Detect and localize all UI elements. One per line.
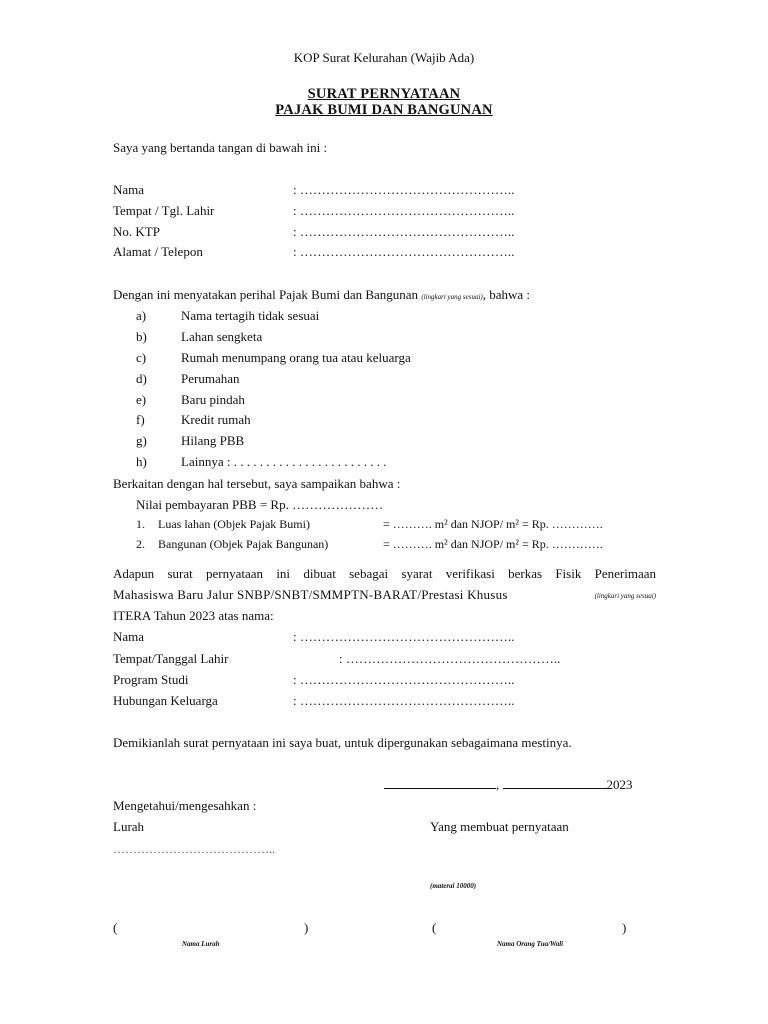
statement-note: (lingkari yang sesuai) — [421, 293, 483, 301]
pembuat-label: Yang membuat pernyataan — [430, 819, 569, 834]
list-text: Rumah menumpang orang tua atau keluarga — [181, 350, 411, 365]
field-label: Tempat / Tgl. Lahir — [113, 203, 215, 218]
field-value: : ………………………………………….. — [293, 629, 515, 644]
purpose-line-2-text: Mahasiswa Baru Jalur SNBP/SNBT/SMMPTN-BARAT/Prestasi Khusus — [113, 587, 508, 602]
statement-text: Dengan ini menyatakan perihal Pajak Bumi dan Bangunan — [113, 287, 422, 302]
statement-line — [113, 287, 530, 303]
intro-text: Saya yang bertanda tangan di bawah ini : — [113, 140, 328, 155]
payment-intro: Berkaitan dengan hal tersebut, saya sampaikan bahwa : — [113, 476, 401, 491]
list-text: Lahan sengketa — [181, 329, 263, 344]
field-value: : ………………………………………….. — [293, 693, 515, 708]
kop-header: KOP Surat Kelurahan (Wajib Ada) — [293, 50, 475, 65]
nama-ortu-caption: Nama Orang Tua/Wali — [497, 940, 564, 948]
purpose-note: (lingkari yang sesuai) — [594, 592, 656, 600]
list-text: Hilang PBB — [181, 433, 245, 448]
title-line-2: PAJAK BUMI DAN BANGUNAN — [275, 102, 493, 118]
purpose-line-2 — [113, 587, 656, 603]
payment-item-label: Bangunan (Objek Pajak Bangunan) — [158, 537, 329, 551]
purpose-line-1: Adapun surat pernyataan ini dibuat sebagai syarat verifikasi berkas Fisik Penerimaan — [113, 566, 656, 581]
list-text: Kredit rumah — [181, 412, 251, 427]
list-letter: c) — [136, 350, 147, 365]
field-label: Hubungan Keluarga — [113, 693, 218, 708]
field-label: Nama — [113, 182, 145, 197]
mengetahui-label: Mengetahui/mengesahkan : — [113, 798, 257, 813]
list-item — [136, 308, 319, 324]
lurah-close-paren: ) — [304, 920, 309, 935]
field-value: : ………………………………………….. — [293, 244, 515, 259]
list-text: Baru pindah — [181, 392, 245, 407]
lurah-dots: ………………………………….. — [113, 842, 275, 856]
date-blank — [503, 776, 607, 789]
field-label: No. KTP — [113, 224, 160, 239]
purpose-line-3: ITERA Tahun 2023 atas nama: — [113, 608, 274, 623]
lurah-label: Lurah — [113, 819, 145, 834]
field-value: : ………………………………………….. — [339, 651, 561, 666]
list-letter: e) — [136, 392, 147, 407]
field-value: : ………………………………………….. — [293, 224, 515, 239]
payment-item-label: Luas lahan (Objek Pajak Bumi) — [158, 517, 310, 531]
list-text: Nama tertagih tidak sesuai — [181, 308, 320, 323]
list-letter: h) — [136, 454, 147, 469]
payment-nilai: Nilai pembayaran PBB = Rp. ………………… — [136, 497, 384, 512]
payment-item-num: 1. — [136, 517, 145, 531]
date-line — [384, 776, 633, 793]
statement-suffix: , bahwa : — [482, 287, 531, 302]
list-item — [136, 392, 245, 408]
list-item — [136, 433, 244, 449]
list-item — [136, 329, 262, 345]
nama-lurah-caption: Nama Lurah — [182, 940, 220, 948]
payment-item-num: 2. — [136, 537, 145, 551]
field-label: Nama — [113, 629, 145, 644]
closing-text: Demikianlah surat pernyataan ini saya buat, untuk dipergunakan sebagaimana mestinya. — [113, 735, 572, 750]
lurah-open-paren: ( — [113, 920, 118, 935]
payment-item-formula: = ………. m² dan NJOP/ m² = Rp. …………. — [383, 517, 603, 531]
field-label: Tempat/Tanggal Lahir — [113, 651, 229, 666]
list-item — [136, 454, 386, 470]
list-item — [136, 412, 251, 428]
field-value: : ………………………………………….. — [293, 203, 515, 218]
list-letter: g) — [136, 433, 147, 448]
list-text: Perumahan — [181, 371, 240, 386]
list-item — [136, 350, 411, 366]
list-letter: a) — [136, 308, 147, 323]
list-letter: b) — [136, 329, 147, 344]
list-letter: f) — [136, 412, 145, 427]
field-value: : ………………………………………….. — [293, 182, 515, 197]
ortu-close-paren: ) — [622, 920, 627, 935]
materai-note: (materai 10000) — [430, 882, 477, 890]
ortu-open-paren: ( — [432, 920, 437, 935]
list-letter: d) — [136, 371, 147, 386]
list-text: Lainnya : . . . . . . . . . . . . . . . . . . . . . . . . — [181, 454, 387, 469]
place-blank — [384, 776, 496, 789]
date-year: 2023 — [606, 777, 633, 792]
title-line-1: SURAT PERNYATAAN — [307, 86, 461, 102]
field-label: Program Studi — [113, 672, 189, 687]
field-label: Alamat / Telepon — [113, 244, 203, 259]
field-value: : ………………………………………….. — [293, 672, 515, 687]
payment-item-formula: = ………. m² dan NJOP/ m² = Rp. …………. — [383, 537, 603, 551]
date-separator: , — [496, 777, 500, 792]
list-item — [136, 371, 239, 387]
